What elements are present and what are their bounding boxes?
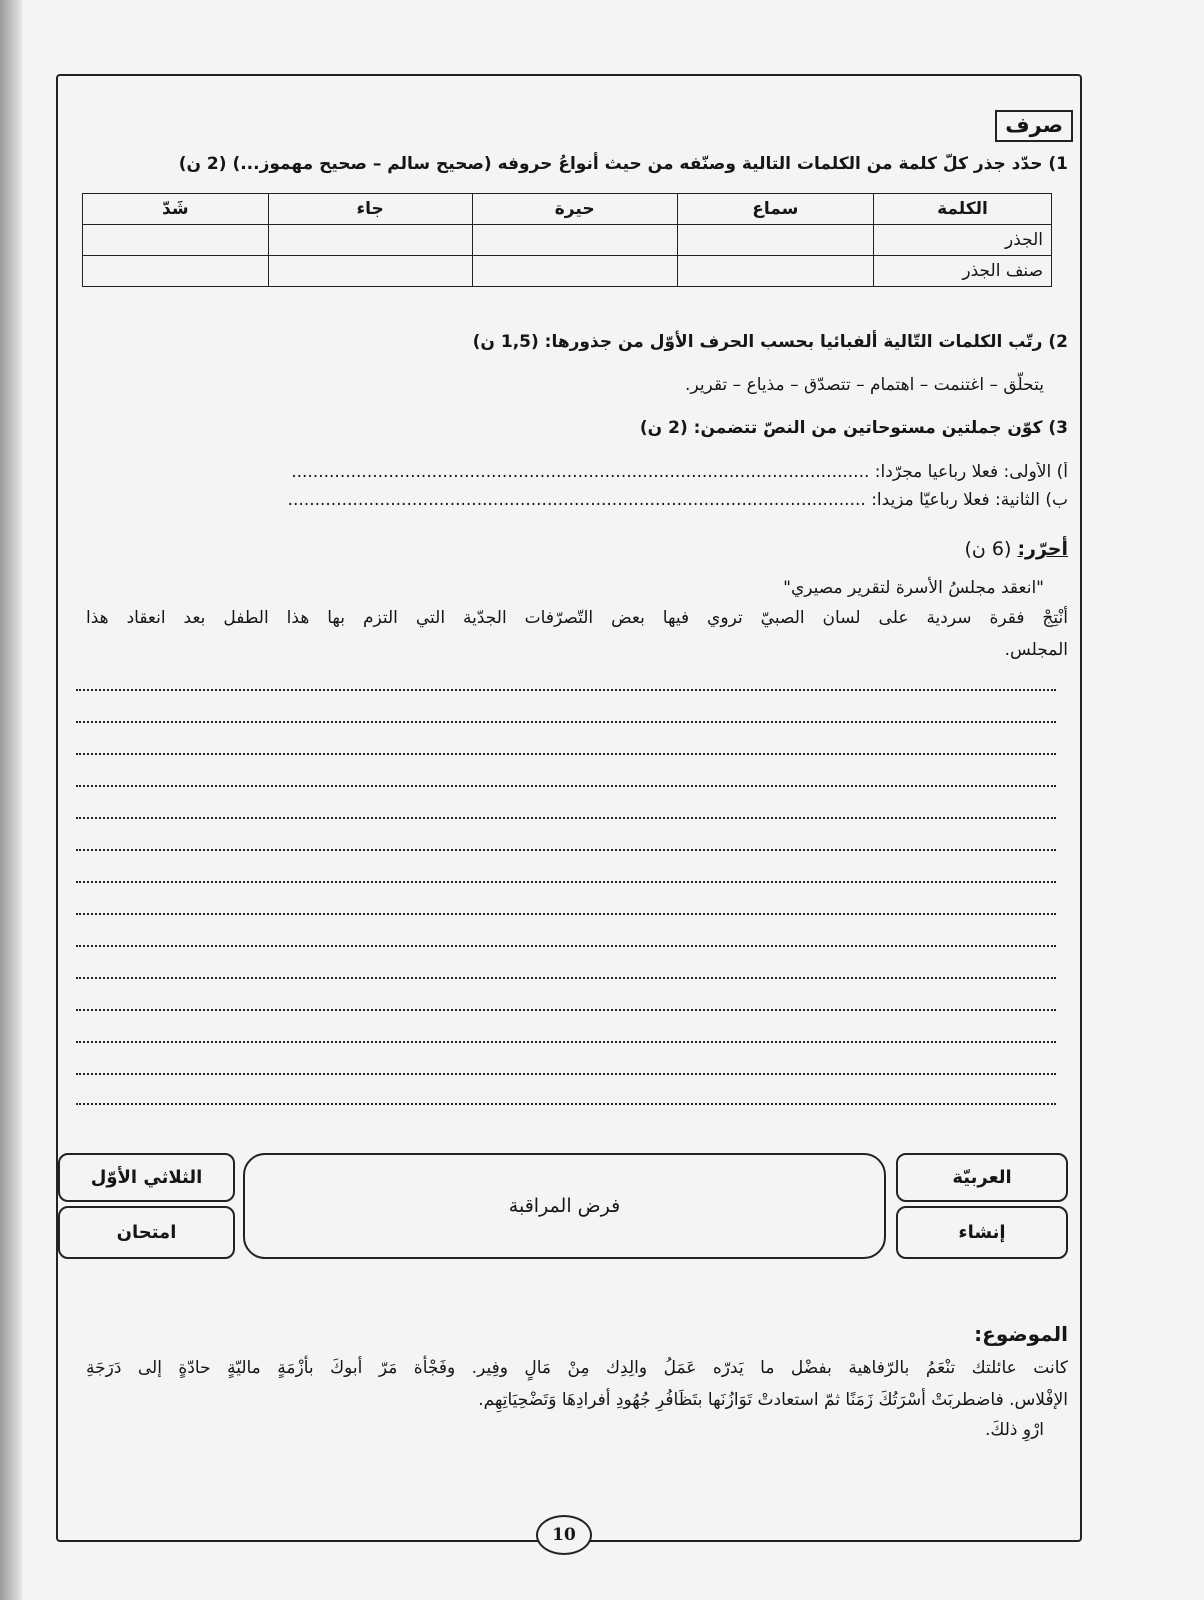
question-2: 2) رتّب الكلمات التّالية ألفبائيا بحسب الحرف الأوّل من جذورها: (1,5 ن) (472, 332, 1068, 352)
answer-cell[interactable] (83, 256, 269, 287)
answer-cell[interactable] (472, 225, 677, 256)
table-row-label: الجذر (873, 225, 1051, 256)
answer-line[interactable] (76, 976, 1056, 979)
activity-box: إنشاء (896, 1206, 1068, 1259)
page-number: 10 (536, 1515, 592, 1555)
question-3-b[interactable]: ب) الثانية: فعلا رباعيّا مزيدا: ........................................................................................................... (287, 490, 1068, 510)
question-1: 1) حدّد جذر كلّ كلمة من الكلمات التالية وصنّفه من حيث أنواعُ حروفه (صحيح سالم – صحيح مهموز...) (2 ن) (178, 154, 1068, 174)
table-row (83, 225, 1052, 256)
table-header: شَدّ (83, 194, 269, 225)
writing-points: (6 ن) (964, 538, 1012, 560)
term-box: الثلاثي الأوّل (58, 1153, 235, 1202)
answer-line[interactable] (76, 720, 1056, 723)
answer-cell[interactable] (83, 225, 269, 256)
answer-line[interactable] (76, 880, 1056, 883)
page-frame (56, 74, 1082, 1542)
answer-cell[interactable] (268, 225, 472, 256)
writing-heading: أحرّر: (1017, 538, 1068, 560)
answer-line[interactable] (76, 1040, 1056, 1043)
writing-quote: "انعقد مجلسُ الأسرة لتقرير مصيري" (783, 578, 1044, 598)
answer-line[interactable] (76, 1102, 1056, 1105)
answer-line[interactable] (76, 784, 1056, 787)
table-header: جاء (268, 194, 472, 225)
answer-line[interactable] (76, 752, 1056, 755)
table-row (83, 256, 1052, 287)
table-header-row (83, 194, 1052, 225)
answer-line[interactable] (76, 912, 1056, 915)
roots-table (82, 193, 1052, 287)
topic-line-3: ارْوِ ذلكَ. (984, 1420, 1044, 1440)
writing-instruction-1: أنْتِجْ فقرة سردية على لسان الصبيّ تروي فيها بعض التّصرّفات الجدّية التي التزم بها هذا الطفل بعد انعقاد هذا (86, 608, 1068, 628)
table-header: حيرة (472, 194, 677, 225)
answer-cell[interactable] (268, 256, 472, 287)
subject-box: العربيّة (896, 1153, 1068, 1202)
topic-line-1: كانت عائلتك تنْعَمُ بالرّفاهية بفضْل ما يَدرّه عَمَلُ والِدِك مِنْ مَالٍ وفِير. وفَجْأة مَرّ أبوكَ بأزْمَةٍ ماليّةٍ حادّةٍ إلى دَرَجَةِ (86, 1358, 1068, 1378)
answer-line[interactable] (76, 848, 1056, 851)
exam-title-box: فرض المراقبة (243, 1153, 886, 1259)
topic-heading: الموضوع: (974, 1322, 1068, 1346)
question-3-a[interactable]: أ) الأولى: فعلا رباعيا مجرّدا: ........................................................................................................... (291, 462, 1068, 482)
answer-line[interactable] (76, 944, 1056, 947)
answer-line[interactable] (76, 1072, 1056, 1075)
question-3: 3) كوّن جملتين مستوحاتين من النصّ تتضمن: (2 ن) (639, 418, 1068, 438)
exam-type-box: امتحان (58, 1206, 235, 1259)
answer-line[interactable] (76, 1008, 1056, 1011)
section-title: صرف (995, 110, 1073, 142)
answer-line[interactable] (76, 688, 1056, 691)
table-header: الكلمة (873, 194, 1051, 225)
writing-instruction-2: المجلس. (1004, 640, 1068, 660)
table-row-label: صنف الجذر (873, 256, 1051, 287)
scan-edge-shadow (0, 0, 22, 1600)
answer-cell[interactable] (472, 256, 677, 287)
answer-line[interactable] (76, 816, 1056, 819)
answer-cell[interactable] (677, 256, 873, 287)
writing-heading-line (964, 538, 1068, 560)
answer-cell[interactable] (677, 225, 873, 256)
question-2-words: يتحلّق – اغتنمت – اهتمام – تتصدّق – مذياع – تقرير. (685, 375, 1044, 395)
table-header: سماع (677, 194, 873, 225)
topic-line-2: الإفْلاس. فاضطربَتْ أسْرَتُكَ زَمَنًا ثمّ استعادتْ تَوَازُنَها بتَظَافُرِ جُهُودِ أفرادِهَا وَتَضْحِيَاتِهِم. (478, 1390, 1068, 1410)
